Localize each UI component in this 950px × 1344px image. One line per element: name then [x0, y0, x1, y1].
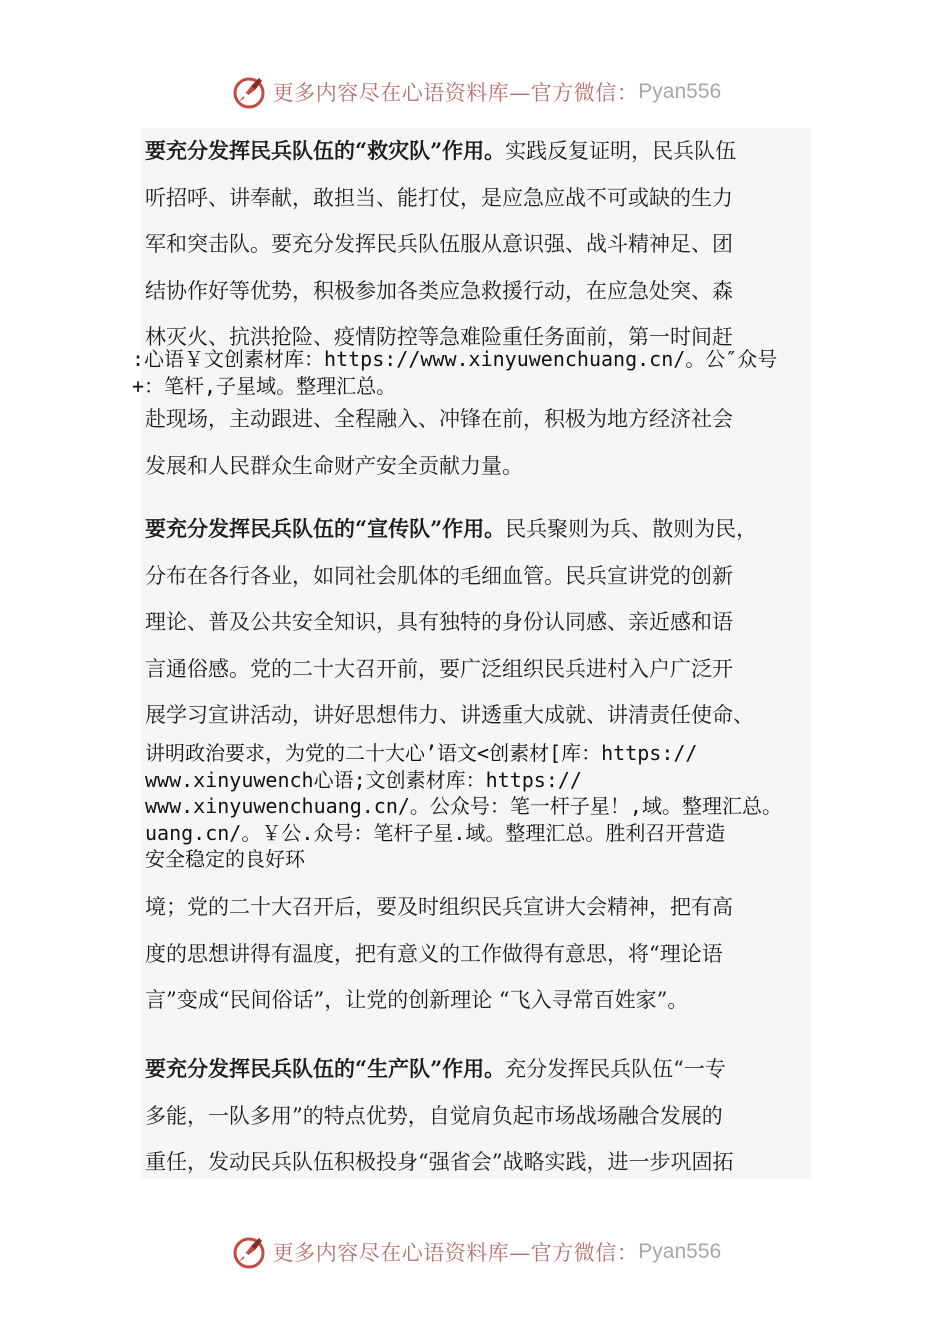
brand-logo-icon [229, 1232, 269, 1272]
paragraph-line: 重任，发动民兵队伍积极投身“强省会”战略实践，进一步巩固拓 [145, 1150, 734, 1174]
paragraph-heading: 要充分发挥民兵队伍的“生产队”作用。 [145, 1056, 506, 1081]
watermark-text [145, 740, 850, 873]
paragraph-line: 林灭火、抗洪抢险、疫情防控等急难险重任务面前，第一时间赶 [145, 325, 733, 349]
paragraph-line: 言通俗感。党的二十大召开前，要广泛组织民兵进村入户广泛开 [145, 656, 733, 681]
banner-wechat-id: Pyan556 [638, 1240, 722, 1263]
paragraph-heading: 要充分发挥民兵队伍的“宣传队”作用。 [145, 516, 506, 541]
header-banner [0, 72, 950, 112]
paragraph-line: 多能，一队多用”的特点优势，自觉肩负起市场战场融合发展的 [145, 1103, 723, 1128]
paragraph-line: 言”变成“民间俗话”，让党的创新理论 “飞入寻常百姓家”。 [145, 988, 689, 1012]
watermark-line: 安全稳定的良好环 [145, 847, 305, 871]
paragraph-heading: 要充分发挥民兵队伍的“救灾队”作用。 [145, 138, 506, 163]
paragraph-line: 民兵聚则为兵、散则为民， [505, 517, 758, 541]
banner-text: 更多内容尽在心语资料库—官方微信： [272, 81, 639, 105]
paragraph-line: 赴现场，主动跟进、全程融入、冲锋在前，积极为地方经济社会 [145, 407, 733, 431]
brand-logo-icon [229, 72, 269, 112]
banner-wechat-id: Pyan556 [638, 80, 722, 103]
paragraph-line: 展学习宣讲活动，讲好思想伟力、讲透重大成就、讲清责任使命、 [145, 703, 754, 727]
paragraph-line: 度的思想讲得有温度，把有意义的工作做得有意思，将“理论语 [145, 941, 723, 966]
watermark-line: +：笔杆,子星域。整理汇总。 [132, 373, 397, 398]
paragraph-propaganda-team [145, 506, 820, 739]
paragraph-rescue-team [145, 128, 820, 361]
paragraph-production-team [145, 1046, 820, 1186]
paragraph-line: 听招呼、讲奉献，敢担当、能打仗，是应急应战不可或缺的生力 [145, 185, 733, 210]
banner-text: 更多内容尽在心语资料库—官方微信： [272, 1241, 639, 1265]
watermark-line: www.xinyuwench心语;文创素材库：https:// [145, 767, 582, 792]
paragraph-line: 境；党的二十大召开后，要及时组织民兵宣讲大会精神，把有高 [145, 895, 733, 919]
watermark-line: 讲明政治要求，为党的二十大心’语文<创素材[库：https:// [145, 741, 698, 765]
footer-banner [0, 1232, 950, 1272]
paragraph-propaganda-team-continued [145, 884, 820, 1024]
paragraph-line: 充分发挥民兵队伍“一专 [505, 1057, 726, 1081]
watermark-line: :心语￥文创素材库：https://www.xinyuwenchuang.cn/。公″众号 [132, 347, 778, 371]
paragraph-rescue-team-continued [145, 396, 820, 489]
watermark-text [132, 346, 837, 399]
paragraph-line: 分布在各行各业，如同社会肌体的毛细血管。民兵宣讲党的创新 [145, 563, 733, 588]
paragraph-line: 结协作好等优势，积极参加各类应急救援行动，在应急处突、森 [145, 278, 733, 303]
paragraph-line: 发展和人民群众生命财产安全贡献力量。 [145, 453, 523, 478]
paragraph-line: 军和突击队。要充分发挥民兵队伍服从意识强、战斗精神足、团 [145, 232, 733, 256]
watermark-line: uang.cn/。￥公.众号：笔杆子星.域。整理汇总。胜利召开营造 [145, 820, 726, 845]
paragraph-line: 实践反复证明，民兵队伍 [505, 139, 737, 163]
watermark-line: www.xinyuwenchuang.cn/。公众号：笔一杆子星！,域。整理汇总。 [145, 794, 782, 818]
paragraph-line: 理论、普及公共安全知识，具有独特的身份认同感、亲近感和语 [145, 610, 733, 634]
